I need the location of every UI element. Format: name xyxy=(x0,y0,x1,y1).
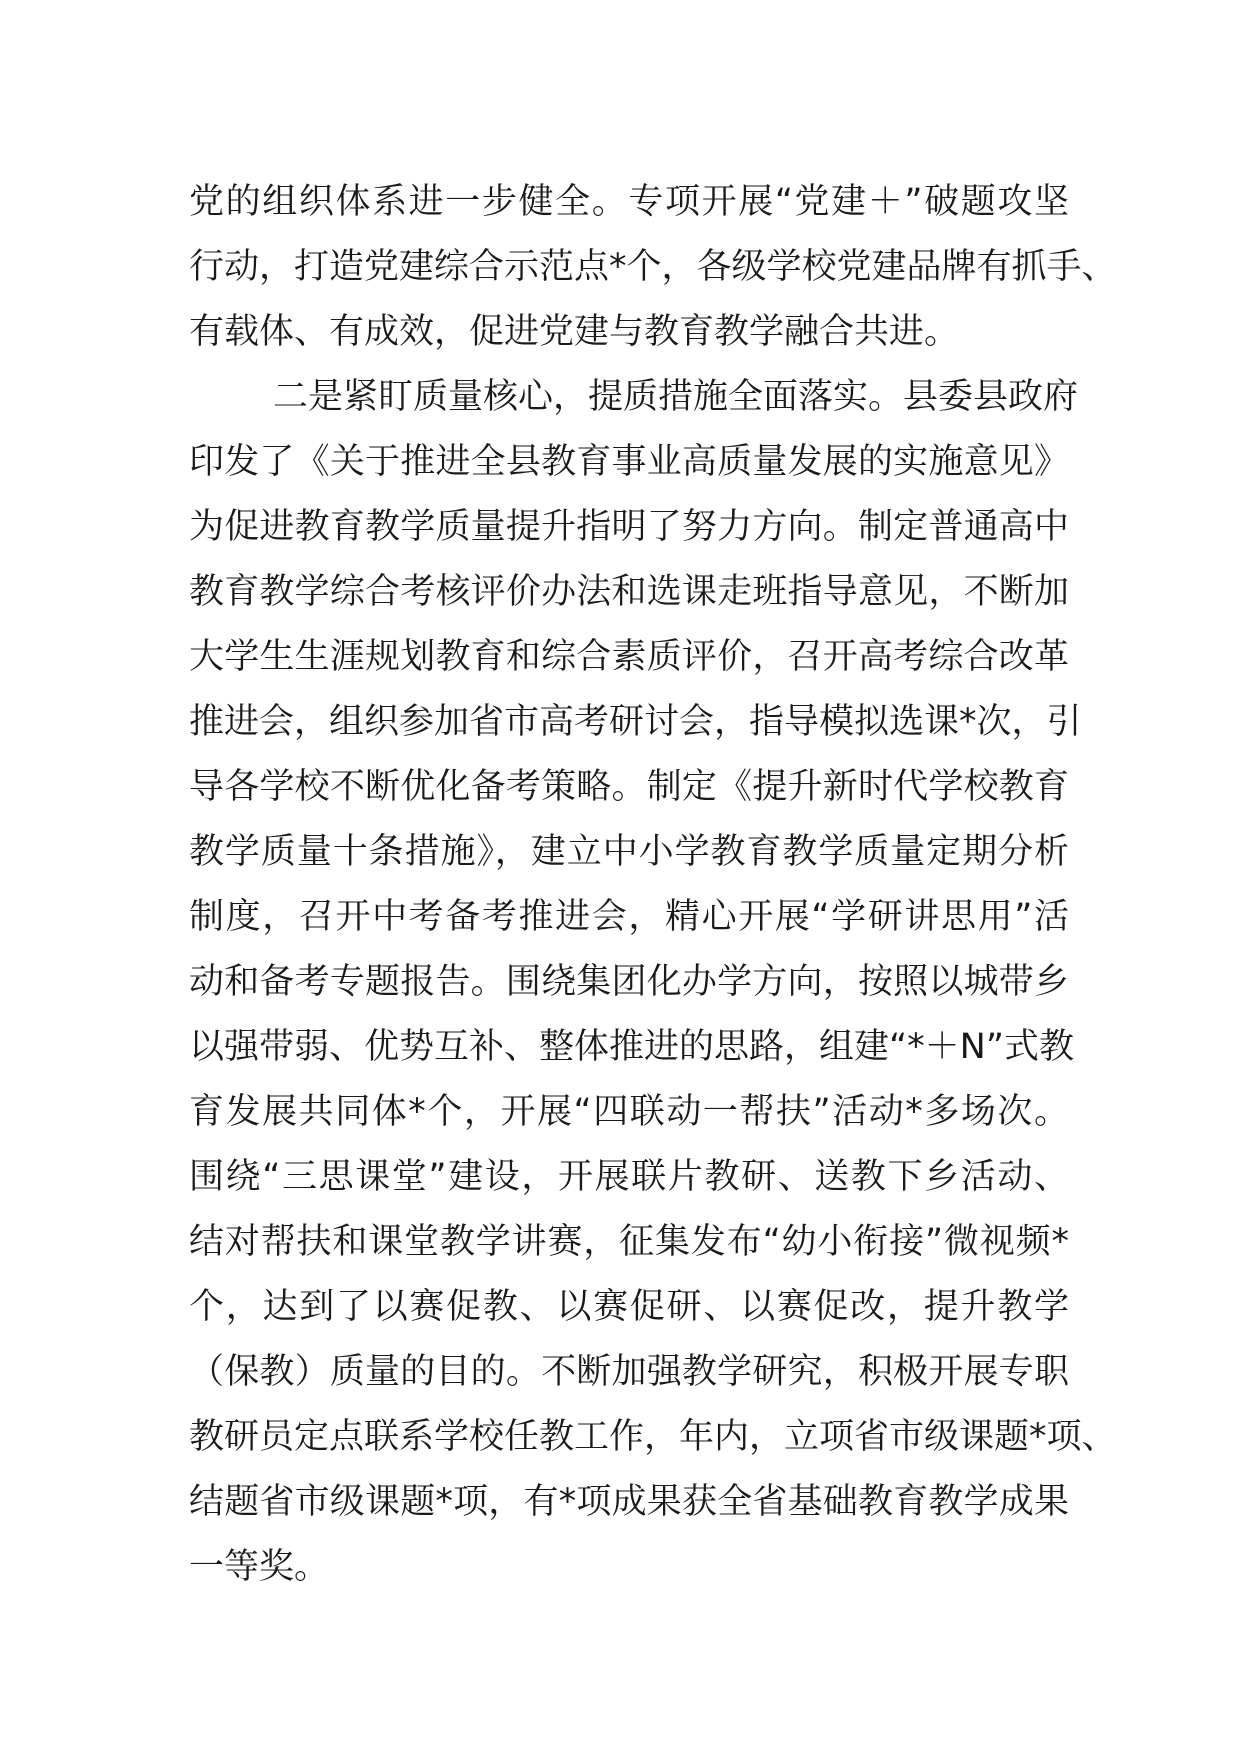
text-line: 教学质量十条措施》，建立中小学教育教学质量定期分析 xyxy=(189,832,1069,872)
text-line: 围绕“三思课堂”建设，开展联片教研、送教下乡活动、 xyxy=(189,1157,1069,1197)
text-line: 行动，打造党建综合示范点*个，各级学校党建品牌有抓手、 xyxy=(189,247,1117,287)
text-line: 印发了《关于推进全县教育事业高质量发展的实施意见》 xyxy=(189,442,1069,482)
text-line: 导各学校不断优化备考策略。制定《提升新时代学校教育 xyxy=(189,767,1069,807)
text-line: 个，达到了以赛促教、以赛促研、以赛促改，提升教学 xyxy=(189,1287,1069,1327)
text-line: 为促进教育教学质量提升指明了努力方向。制定普通高中 xyxy=(189,507,1069,547)
text-line: 育发展共同体*个，开展“四联动一帮扶”活动*多场次。 xyxy=(189,1092,1069,1132)
text-line: 大学生生涯规划教育和综合素质评价，召开高考综合改革 xyxy=(189,637,1069,677)
paragraph-1 xyxy=(189,170,1117,365)
text-line: 以强带弱、优势互补、整体推进的思路，组建“*＋N”式教 xyxy=(189,1027,1074,1067)
text-line: 推进会，组织参加省市高考研讨会，指导模拟选课*次，引 xyxy=(189,702,1082,742)
text-line: 教研员定点联系学校任教工作，年内，立项省市级课题*项、 xyxy=(189,1417,1117,1457)
text-line: 制度，召开中考备考推进会，精心开展“学研讲思用”活 xyxy=(189,897,1069,937)
text-line: 有载体、有成效，促进党建与教育教学融合共进。 xyxy=(189,312,960,352)
text-line: 二是紧盯质量核心，提质措施全面落实。县委县政府 xyxy=(273,377,1079,417)
text-line: 一等奖。 xyxy=(189,1547,330,1587)
text-line: 结对帮扶和课堂教学讲赛，征集发布“幼小衔接”微视频* xyxy=(189,1222,1069,1262)
text-line: 动和备考专题报告。围绕集团化办学方向，按照以城带乡 xyxy=(189,962,1069,1002)
text-line: 结题省市级课题*项，有*项成果获全省基础教育教学成果 xyxy=(189,1482,1069,1522)
text-line: 教育教学综合考核评价办法和选课走班指导意见，不断加 xyxy=(189,572,1069,612)
text-line: （保教）质量的目的。不断加强教学研究，积极开展专职 xyxy=(189,1352,1069,1392)
document-body xyxy=(189,170,1117,1600)
text-line: 党的组织体系进一步健全。专项开展“党建＋”破题攻坚 xyxy=(189,182,1069,222)
paragraph-2 xyxy=(189,365,1117,1600)
